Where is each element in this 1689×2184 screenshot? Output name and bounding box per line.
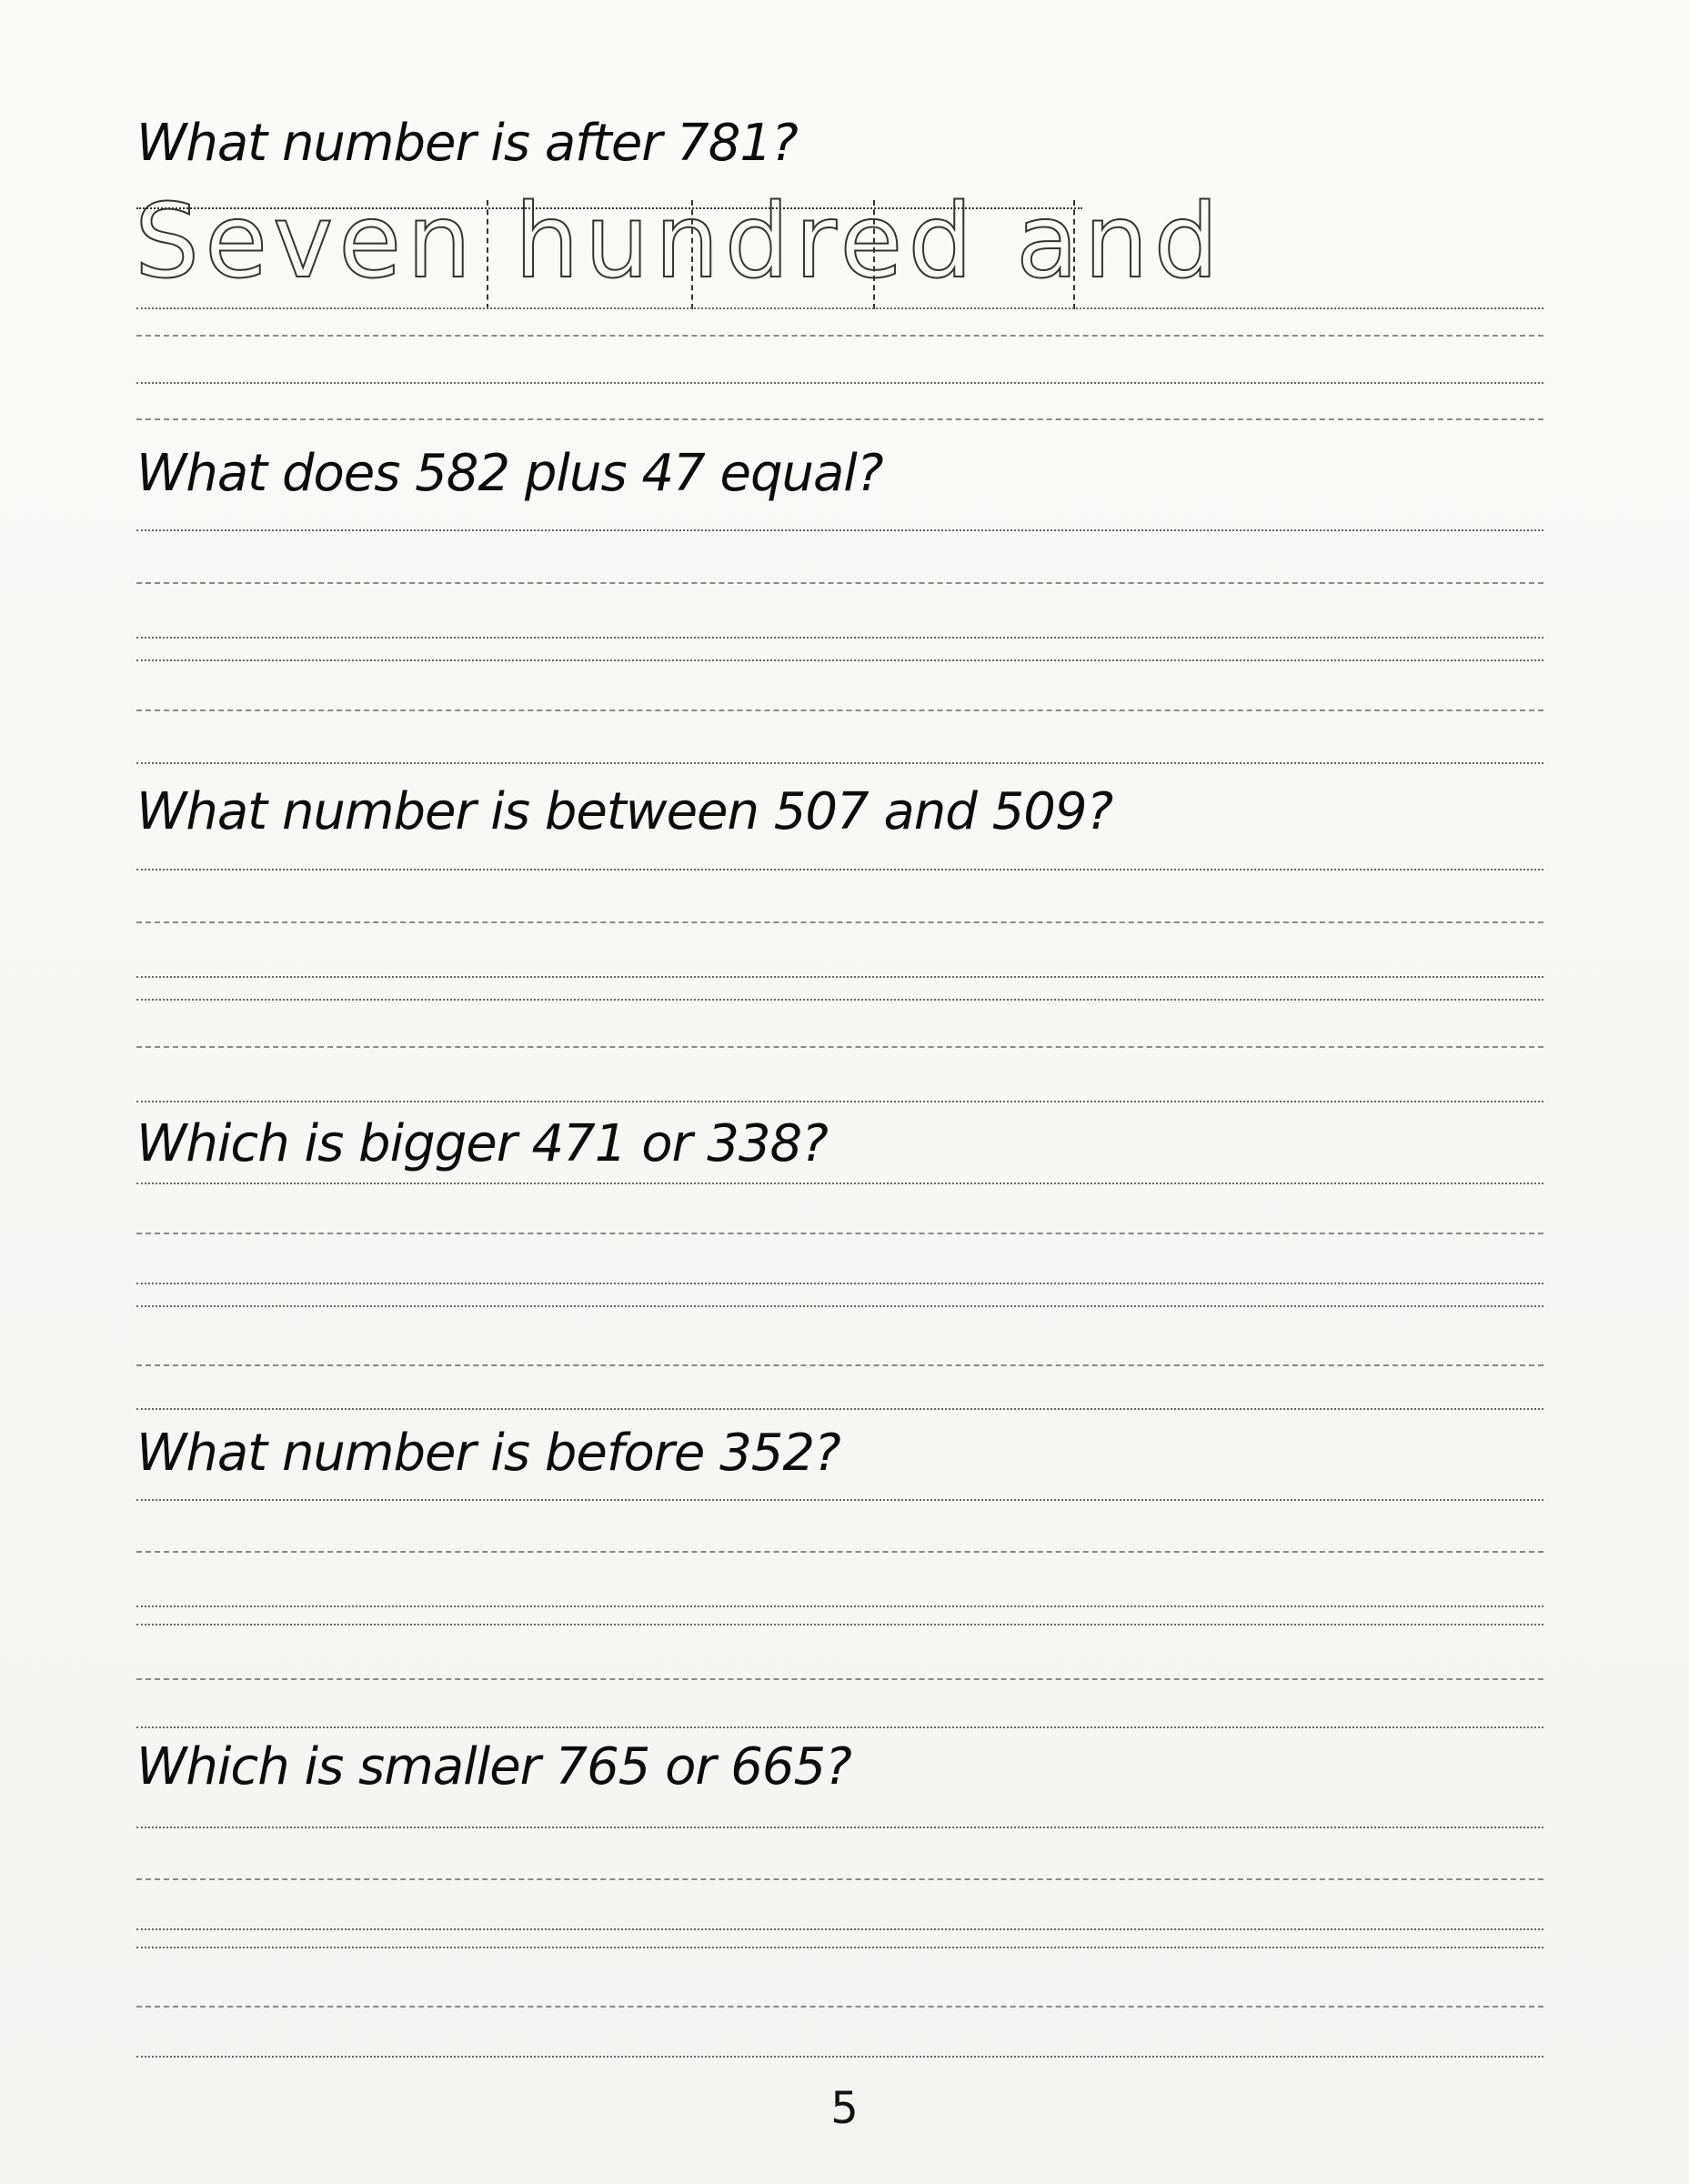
writing-line [136,1624,1543,1625]
writing-line [136,1408,1543,1410]
trace-divider [691,200,693,309]
writing-line [136,1183,1543,1184]
writing-line [136,637,1543,639]
writing-line [136,1878,1543,1880]
writing-line [136,382,1543,384]
question-5: What number is before 352? [136,1424,840,1483]
writing-line [136,1605,1543,1607]
writing-line [136,582,1543,584]
writing-line [136,869,1543,871]
writing-line [136,1551,1543,1553]
trace-divider [873,200,875,309]
writing-line [136,1046,1543,1048]
writing-line [136,762,1543,764]
writing-line [136,1499,1543,1501]
traced-answer: Seven hundred and [135,183,1224,301]
page-number: 5 [830,2083,859,2134]
writing-line [136,1678,1543,1680]
writing-line [136,2056,1543,2058]
writing-line [136,335,1543,337]
writing-line [136,1283,1543,1284]
writing-line [136,1726,1543,1728]
writing-line [136,1233,1543,1234]
writing-line [136,1101,1543,1102]
question-6: Which is smaller 765 or 665? [136,1737,851,1797]
writing-line [136,921,1543,923]
writing-line [136,307,1543,309]
trace-divider [1073,200,1075,309]
writing-line [136,976,1543,978]
writing-line [136,710,1543,711]
writing-line [136,418,1543,420]
writing-line [136,1305,1543,1307]
trace-divider [487,200,488,309]
question-3: What number is between 507 and 509? [136,782,1113,841]
writing-line [136,1947,1543,1948]
writing-line [136,659,1543,661]
writing-line [136,2006,1543,2008]
writing-line [136,1827,1543,1828]
writing-line [136,1364,1543,1366]
question-2: What does 582 plus 47 equal? [136,444,883,503]
writing-line [136,529,1543,531]
question-4: Which is bigger 471 or 338? [136,1114,828,1173]
writing-line [136,999,1543,1001]
question-1: What number is after 781? [136,114,798,173]
writing-line [136,1928,1543,1930]
